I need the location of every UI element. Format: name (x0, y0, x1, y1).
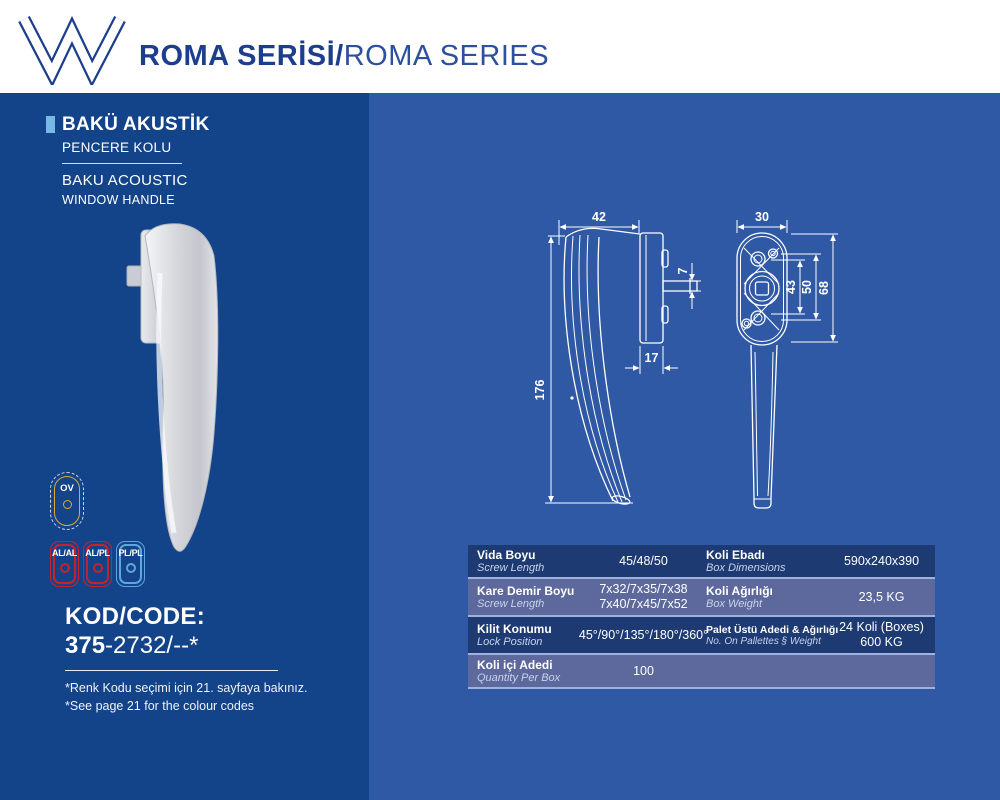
finish-swatch-alpl (83, 541, 112, 587)
spec-value: 45/48/50 (619, 553, 668, 568)
finish-option-oval (50, 472, 84, 530)
series-title (139, 40, 549, 73)
spec-value-cell (828, 545, 935, 577)
spec-label-cell (697, 579, 828, 615)
spec-table (468, 545, 935, 689)
spec-label-tr: Palet Üstü Adedi & Ağırlığı (706, 623, 839, 636)
code-heading: KOD/CODE: (65, 603, 206, 630)
spec-value: 100 (633, 663, 654, 678)
code-prefix: 375 (65, 632, 106, 659)
product-title-en: BAKU ACOUSTIC (62, 172, 188, 189)
spec-label-cell (697, 655, 828, 687)
spec-value: 45°/90°/135°/180°/360° (578, 627, 709, 642)
product-code-block (65, 603, 307, 715)
brand-logo-icon (14, 9, 126, 85)
swatch-dot (60, 563, 70, 573)
finish-oval-dot (63, 500, 72, 509)
handle-grip (145, 224, 218, 552)
spec-value-cell (828, 617, 935, 653)
swatch-dot (93, 563, 103, 573)
spec-label-cell (468, 617, 590, 653)
footnote-tr: *Renk Kodu seçimi için 21. sayfaya bakınız. (65, 681, 308, 695)
divider (62, 163, 182, 164)
spec-value: 7x32/7x35/7x38 (599, 582, 688, 596)
code-value (65, 632, 307, 660)
divider (65, 670, 278, 671)
product-info-panel (0, 93, 369, 800)
accent-marker (46, 116, 55, 133)
dim-rosette-width-label: 30 (755, 210, 769, 224)
spec-label-cell (468, 545, 590, 577)
footnote-en: *See page 21 for the colour codes (65, 699, 255, 713)
spec-value-cell (578, 617, 709, 653)
spec-value-cell (590, 579, 697, 615)
table-row (468, 617, 935, 653)
spec-label-tr: Kilit Konumu (477, 622, 552, 636)
spec-value: 23,5 KG (858, 589, 905, 604)
dim-plate-depth-label: 17 (644, 351, 659, 365)
code-suffix: -2732/--* (105, 632, 199, 659)
swatch-dot (126, 563, 136, 573)
dim-height-label: 176 (533, 379, 547, 401)
spec-label-en: Lock Position (477, 636, 543, 648)
spec-value-cell (590, 655, 697, 687)
product-subtitle-en: WINDOW HANDLE (62, 193, 175, 207)
spec-value-cell (828, 655, 935, 687)
series-title-bold: ROMA SERİSİ/ (139, 40, 344, 72)
series-title-light: ROMA SERIES (343, 40, 550, 72)
product-subtitle-tr: PENCERE KOLU (62, 140, 172, 155)
product-title-tr: BAKÜ AKUSTİK (62, 114, 210, 135)
technical-drawing (515, 190, 855, 530)
table-row (468, 655, 935, 687)
side-view-dimensions (533, 210, 701, 502)
product-heading (46, 114, 210, 207)
spec-label-cell (697, 545, 828, 577)
spec-label-cell (697, 617, 839, 653)
side-view (545, 228, 697, 505)
spec-label-cell (468, 579, 590, 615)
spec-value: 7x40/7x45/7x52 (599, 597, 688, 611)
swatch-label: AL/PL (85, 548, 110, 558)
finish-oval-label: OV (60, 483, 74, 494)
dim-rosette-height-label: 68 (817, 281, 831, 295)
spec-label-cell (468, 655, 590, 687)
spec-label-en: Box Weight (706, 598, 763, 610)
finish-swatch-plpl (116, 541, 145, 587)
spec-label-tr: Koli içi Adedi (477, 658, 553, 672)
finish-swatch-row (50, 541, 145, 587)
spec-value: 24 Koli (Boxes) (839, 620, 924, 634)
spec-label-en: No. On Pallettes § Weight (706, 635, 821, 647)
front-view (737, 233, 787, 508)
dim-mid-span-label: 50 (800, 280, 814, 294)
dim-spindle-label: 7 (676, 267, 690, 275)
spec-label-en: Screw Length (477, 562, 545, 574)
finish-swatch-alal (50, 541, 79, 587)
spec-value-cell (828, 579, 935, 615)
page-header (0, 0, 1000, 93)
swatch-label: PL/PL (118, 548, 143, 558)
spec-label-tr: Koli Ebadı (706, 548, 765, 562)
dim-hole-spacing-label: 43 (784, 280, 798, 294)
dim-width-label: 42 (592, 210, 606, 224)
spec-value: 590x240x390 (843, 553, 920, 568)
spec-label-en: Screw Length (477, 598, 545, 610)
product-photo (110, 213, 270, 568)
spec-label-tr: Koli Ağırlığı (706, 584, 773, 598)
spec-value-cell (590, 545, 697, 577)
spec-label-en: Box Dimensions (706, 562, 786, 574)
spec-label-tr: Vida Boyu (477, 548, 536, 562)
swatch-label: AL/AL (52, 548, 77, 558)
technical-panel (369, 93, 1000, 800)
finish-oval-border (54, 476, 80, 526)
table-row (468, 579, 935, 615)
spec-value: 600 KG (860, 635, 903, 649)
table-row (468, 545, 935, 577)
spec-label-en: Quantity Per Box (477, 672, 561, 684)
spec-label-tr: Kare Demir Boyu (477, 584, 575, 598)
